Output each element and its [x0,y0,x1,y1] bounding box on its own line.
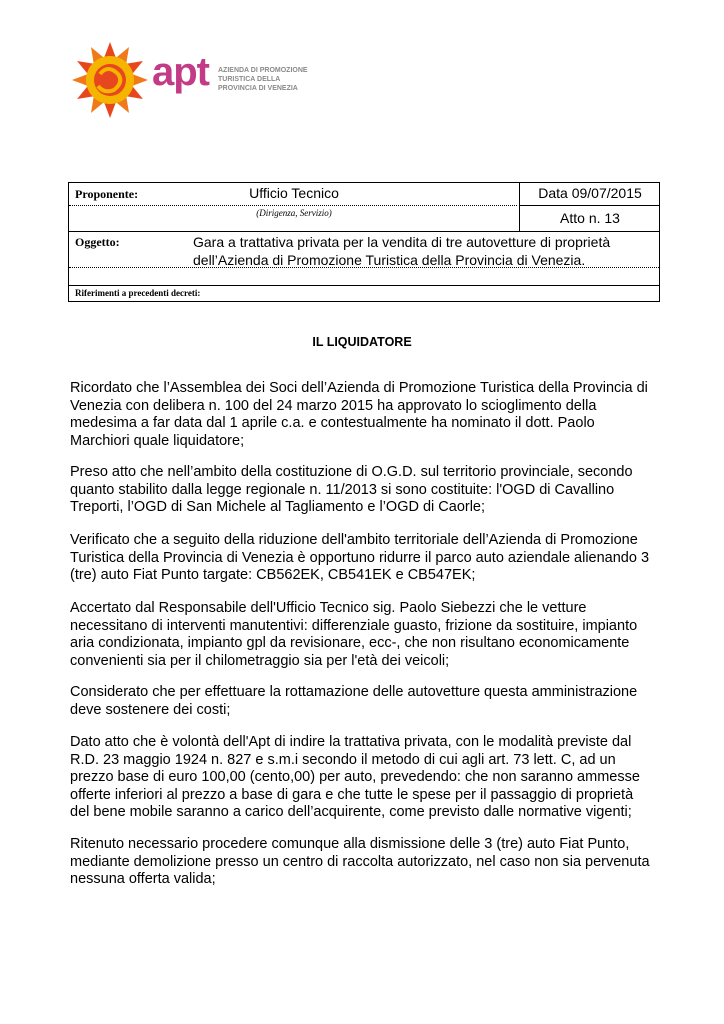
paragraph-line: Considerato che per effettuare la rottamazione delle autovetture questa amministrazione [70,684,638,700]
paragraph-considerato [70,684,655,719]
oggetto-line: dell’Azienda di Promozione Turistica della Provincia di Venezia. [193,252,586,268]
logo-subtitle-line: PROVINCIA DI VENEZIA [218,85,298,92]
paragraph-line: Accertato dal Responsabile dell'Ufficio Tecnico sig. Paolo Siebezzi che le vetture [70,600,587,616]
paragraph-line: Marchiori quale liquidatore; [70,432,245,449]
logo-brand-text: apt [152,50,209,94]
paragraph-accertato [70,600,655,670]
section-heading: IL LIQUIDATORE [312,335,412,349]
oggetto-line: Gara a trattativa privata per la vendita di tre autovetture di proprietà [193,234,611,250]
paragraph-line: deve sostenere dei costi; [70,701,231,718]
proponente-value: Ufficio Tecnico [249,185,339,201]
dirigenza-note: (Dirigenza, Servizio) [256,208,332,218]
paragraph-line: Ricordato che l’Assemblea dei Soci dell’Azienda di Promozione Turistica della Provincia di [70,380,648,396]
paragraph-line: (tre) auto Fiat Punto targate: CB562EK, CB541EK e CB547EK; [70,567,476,583]
logo-subtitle [218,66,308,93]
paragraph-line: convenienti sia per il chilometraggio sia per l'età dei veicoli; [70,652,450,669]
paragraph-dato-atto [70,734,655,822]
paragraph-line: Venezia con delibera n. 100 del 24 marzo 2015 ha approvato lo scioglimento della [70,397,597,414]
row-divider [69,267,659,268]
paragraph-line: Dato atto che è volontà dell'Apt di indire la trattativa privata, con le modalità previste dal [70,734,632,750]
paragraph-line: nessuna offerta valida; [70,871,216,887]
paragraph-line: prezzo base di euro 100,00 (cento,00) per auto, prevedendo: che non saranno ammesse [70,769,640,785]
paragraph-line: mediante demolizione presso un centro di raccolta autorizzato, nel caso non sia pervenuta [70,853,650,870]
paragraph-line: Turistica della Provincia di Venezia è opportuno ridurre il parco auto aziendale alienando 3 [70,549,650,566]
paragraph-line: Treporti, l’OGD di San Michele al Tagliamento e l’OGD di Caorle; [70,499,486,515]
proponente-label: Proponente: [75,187,139,201]
date-value: Data 09/07/2015 [538,185,642,201]
paragraph-ricordato [70,380,655,450]
row-divider [69,205,517,206]
oggetto-value [193,233,610,269]
paragraph-line: offerte inferiori al prezzo a base di gara e che tutte le spese per il passaggio di proprietà [70,786,634,803]
logo-subtitle-line: TURISTICA DELLA [218,76,281,83]
row-divider [519,205,659,206]
paragraph-line: quanto stabilito dalla legge regionale n. 11/2013 si sono costituite: l'OGD di Cavallino [70,481,615,498]
apt-logo [70,40,308,120]
paragraph-line: medesima a far data dal 1 aprile c.a. e contestualmente ha nominato il dott. Paolo [70,415,595,431]
sun-logo-icon [70,40,150,120]
paragraph-line: R.D. 23 maggio 1924 n. 827 e s.m.i secondo il metodo di cui agli art. 73 lett. C, ad un [70,751,616,768]
row-divider [69,285,659,286]
paragraph-line: Verificato che a seguito della riduzione dell'ambito territoriale dell’Azienda di Promozione [70,532,638,548]
paragraph-line: aria condizionata, impianto gpl da revisionare, ecc-, che non risultano economicamente [70,635,630,651]
paragraph-line: necessitano di interventi manutentivi: differenziale guasto, frizione da sostituire, impianto [70,617,638,634]
paragraph-verificato [70,532,655,585]
atto-number: Atto n. 13 [560,210,620,226]
paragraph-line: del bene mobile saranno a carico dell’acquirente, come previsto dalle normative vigenti; [70,804,632,820]
paragraph-preso-atto [70,464,655,517]
riferimenti-label: Riferimenti a precedenti decreti: [75,288,201,298]
oggetto-label: Oggetto: [75,235,120,249]
logo-subtitle-line: AZIENDA DI PROMOZIONE [218,67,308,74]
paragraph-line: Preso atto che nell’ambito della costituzione di O.G.D. sul territorio provinciale, secondo [70,464,633,480]
paragraph-line: Ritenuto necessario procedere comunque alla dismissione delle 3 (tre) auto Fiat Punto, [70,836,630,852]
header-table [68,182,660,302]
paragraph-ritenuto [70,836,655,889]
row-divider [69,231,659,232]
